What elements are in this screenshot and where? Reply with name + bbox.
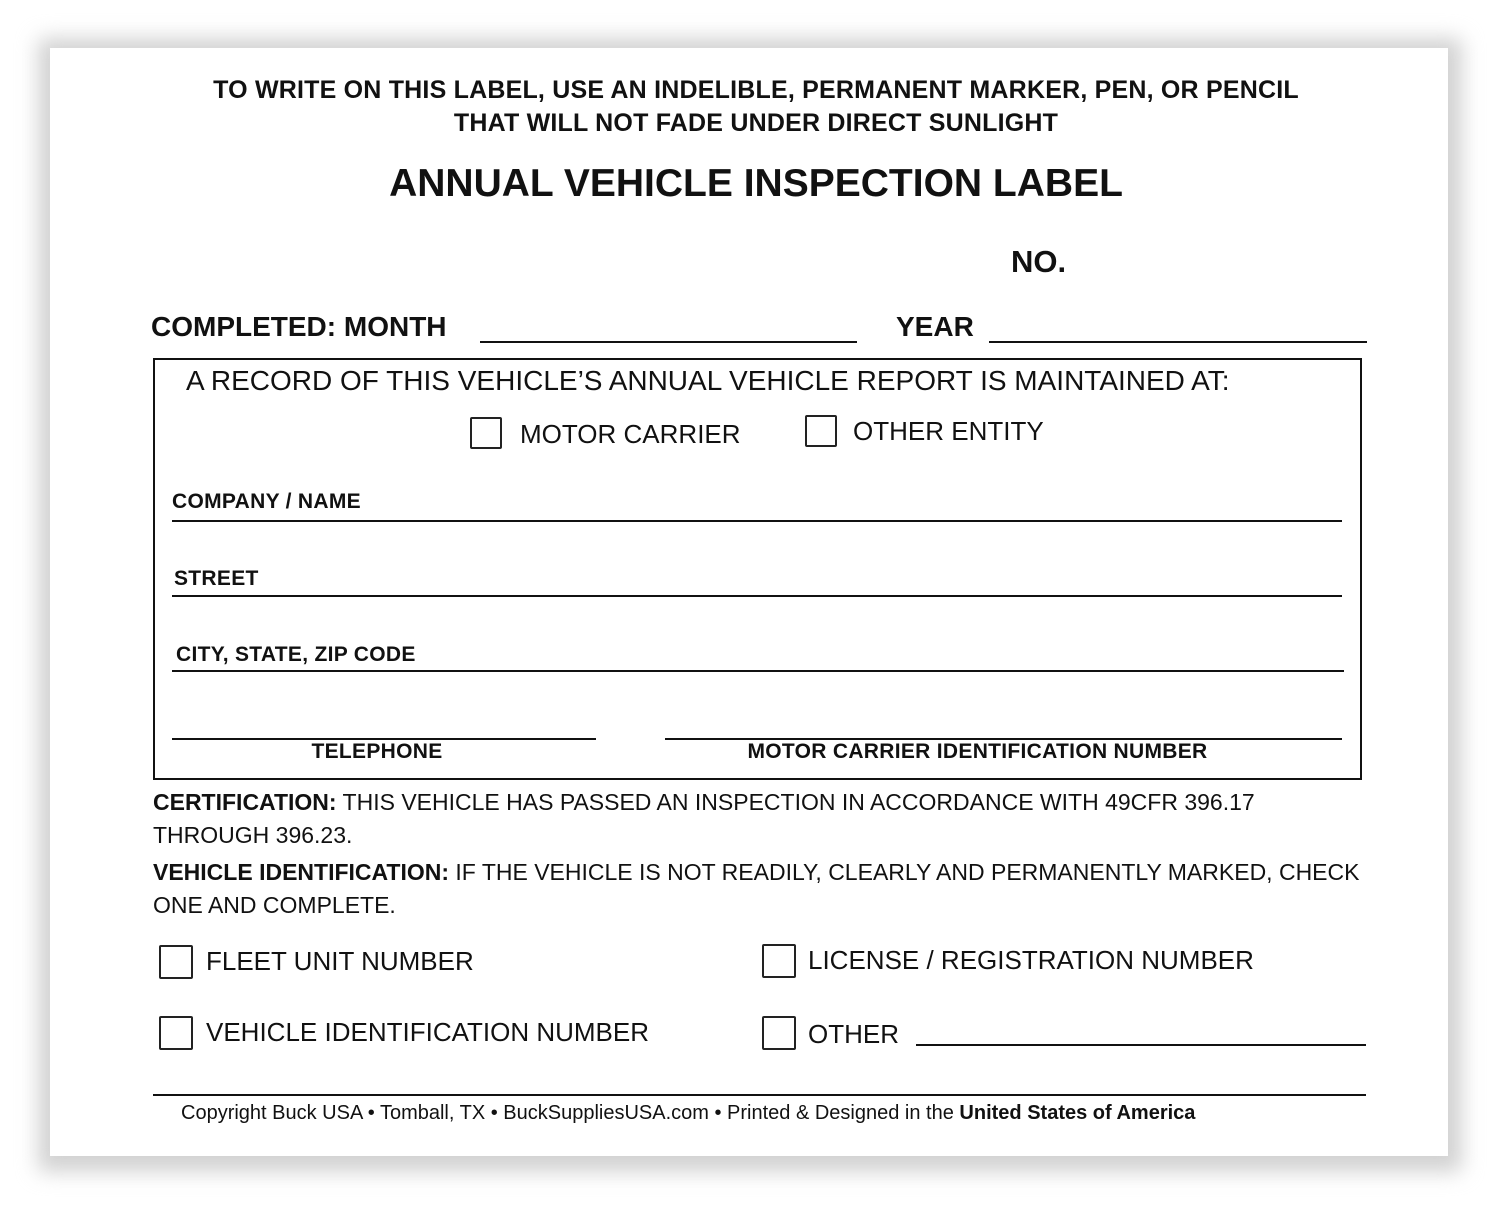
record-heading: A RECORD OF THIS VEHICLE’S ANNUAL VEHICLE REPORT IS MAINTAINED AT: [186,365,1230,396]
vehicle-identification-label: VEHICLE IDENTIFICATION: [153,859,450,885]
vin-checkbox[interactable] [159,1016,193,1050]
notice-line-2: THAT WILL NOT FADE UNDER DIRECT SUNLIGHT [453,109,1059,137]
footer-divider [153,1094,1366,1096]
footer-country: United States of America [959,1102,1196,1124]
other-label: OTHER [808,1019,899,1049]
vehicle-identification-body: IF THE VEHICLE IS NOT READILY, CLEARLY AND PERMANENTLY MARKED, CHECK ONE AND COMPLETE. [153,859,1360,918]
page-title: ANNUAL VEHICLE INSPECTION LABEL [389,162,1123,205]
year-field[interactable] [989,341,1367,343]
footer-text: Copyright Buck USA • Tomball, TX • BuckSuppliesUSA.com • Printed & Designed in the [181,1102,960,1124]
year-label: YEAR [896,311,974,342]
city-state-zip-label: CITY, STATE, ZIP CODE [176,643,416,666]
license-registration-checkbox[interactable] [762,944,796,978]
month-field[interactable] [480,341,857,343]
company-name-field[interactable] [172,520,1342,522]
completed-month-label: COMPLETED: MONTH [151,311,447,342]
number-label: NO. [1011,244,1067,279]
certification-body: THIS VEHICLE HAS PASSED AN INSPECTION IN ACCORDANCE WITH 49CFR 396.17 THROUGH 396.23. [153,789,1255,848]
city-state-zip-field[interactable] [172,670,1344,672]
telephone-label: TELEPHONE [311,740,443,763]
motor-carrier-checkbox[interactable] [470,417,502,449]
other-field[interactable] [916,1044,1366,1046]
fleet-unit-label: FLEET UNIT NUMBER [206,946,474,976]
certification-label: CERTIFICATION: [153,789,337,815]
motor-carrier-label: MOTOR CARRIER [520,419,741,449]
vin-label: VEHICLE IDENTIFICATION NUMBER [206,1017,650,1047]
certification-text [153,786,1373,852]
other-entity-label: OTHER ENTITY [853,416,1044,446]
other-checkbox[interactable] [762,1016,796,1050]
street-label: STREET [174,567,259,590]
vehicle-identification-text [153,856,1378,922]
fleet-unit-checkbox[interactable] [159,945,193,979]
other-entity-checkbox[interactable] [805,415,837,447]
company-name-label: COMPANY / NAME [172,490,361,513]
license-registration-label: LICENSE / REGISTRATION NUMBER [808,945,1254,975]
notice-line-1: TO WRITE ON THIS LABEL, USE AN INDELIBLE, PERMANENT MARKER, PEN, OR PENCIL [213,76,1299,104]
footer-copyright [181,1102,1195,1125]
motor-carrier-id-label: MOTOR CARRIER IDENTIFICATION NUMBER [747,740,1208,763]
street-field[interactable] [172,595,1342,597]
record-box [153,358,1362,780]
